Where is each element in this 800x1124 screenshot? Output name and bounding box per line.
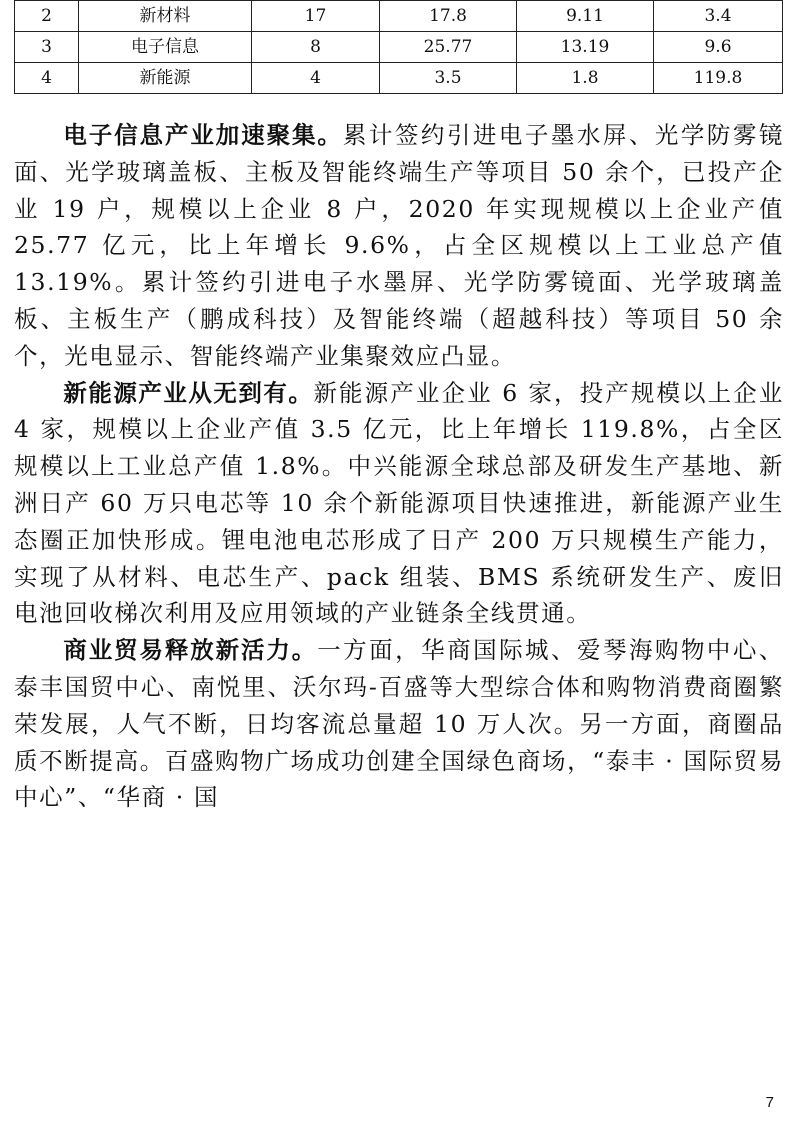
- paragraph-electronic-information: [14, 117, 784, 375]
- paragraph-heading: 新能源产业从无到有。: [63, 378, 314, 407]
- paragraph-heading: 电子信息产业加速聚集。: [63, 121, 343, 149]
- share-cell: 1.8: [517, 63, 654, 94]
- table-row: [15, 1, 783, 32]
- row-index-cell: 3: [15, 32, 79, 63]
- document-body: [14, 117, 784, 816]
- output-value-cell: 3.5: [380, 63, 517, 94]
- table-row: [15, 63, 783, 94]
- paragraph-commerce-trade: [14, 632, 784, 816]
- row-index-cell: 4: [15, 63, 79, 94]
- share-cell: 9.11: [517, 1, 654, 32]
- growth-cell: 9.6: [654, 32, 783, 63]
- growth-cell: 3.4: [654, 1, 783, 32]
- industry-name-cell: 新材料: [79, 1, 252, 32]
- industry-name-cell: 新能源: [79, 63, 252, 94]
- paragraph-text: 累计签约引进电子墨水屏、光学防雾镜面、光学玻璃盖板、主板及智能终端生产等项目 50 余个，已投产企业 19 户，规模以上企业 8 户，2020 年实现规模以上企业产值 25.77 亿元，比上年增长 9.6%，占全区规模以上工业总产值 13.19%。累计签约引进电子水墨屏、光学防雾镜面、光学玻璃盖板、主板生产（鹏成科技）及智能终端（超越科技）等项目 50 余个，光电显示、智能终端产业集聚效应凸显。: [14, 121, 785, 370]
- enterprise-count-cell: 8: [252, 32, 380, 63]
- industry-name-cell: 电子信息: [79, 32, 252, 63]
- paragraph-text: 一方面，华商国际城、爱琴海购物中心、泰丰国贸中心、南悦里、沃尔玛-百盛等大型综合体和购物消费商圈繁荣发展，人气不断，日均客流总量超 10 万人次。另一方面，商圈品质不断提高。百盛购物广场成功创建全国绿色商场，“泰丰 · 国际贸易中心”、“华商 · 国: [14, 636, 784, 812]
- output-value-cell: 17.8: [380, 1, 517, 32]
- enterprise-count-cell: 4: [252, 63, 380, 94]
- page-number: 7: [765, 1094, 774, 1111]
- paragraph-text: 新能源产业企业 6 家，投产规模以上企业 4 家，规模以上企业产值 3.5 亿元，比上年增长 119.8%，占全区规模以上工业总产值 1.8%。中兴能源全球总部及研发生产基地、新洲日产 60 万只电芯等 10 余个新能源项目快速推进，新能源产业生态圈正加快形成。锂电池电芯形成了日产 200 万只规模生产能力，实现了从材料、电芯生产、pack 组装、BMS 系统研发生产、废旧电池回收梯次利用及应用领域的产业链条全线贯通。: [14, 378, 784, 628]
- output-value-cell: 25.77: [380, 32, 517, 63]
- share-cell: 13.19: [517, 32, 654, 63]
- growth-cell: 119.8: [654, 63, 783, 94]
- paragraph-new-energy: [14, 375, 784, 633]
- industry-table: [14, 0, 783, 94]
- row-index-cell: 2: [15, 1, 79, 32]
- paragraph-heading: 商业贸易释放新活力。: [63, 636, 318, 665]
- enterprise-count-cell: 17: [252, 1, 380, 32]
- table-row: [15, 32, 783, 63]
- data-table-fragment: [14, 0, 782, 94]
